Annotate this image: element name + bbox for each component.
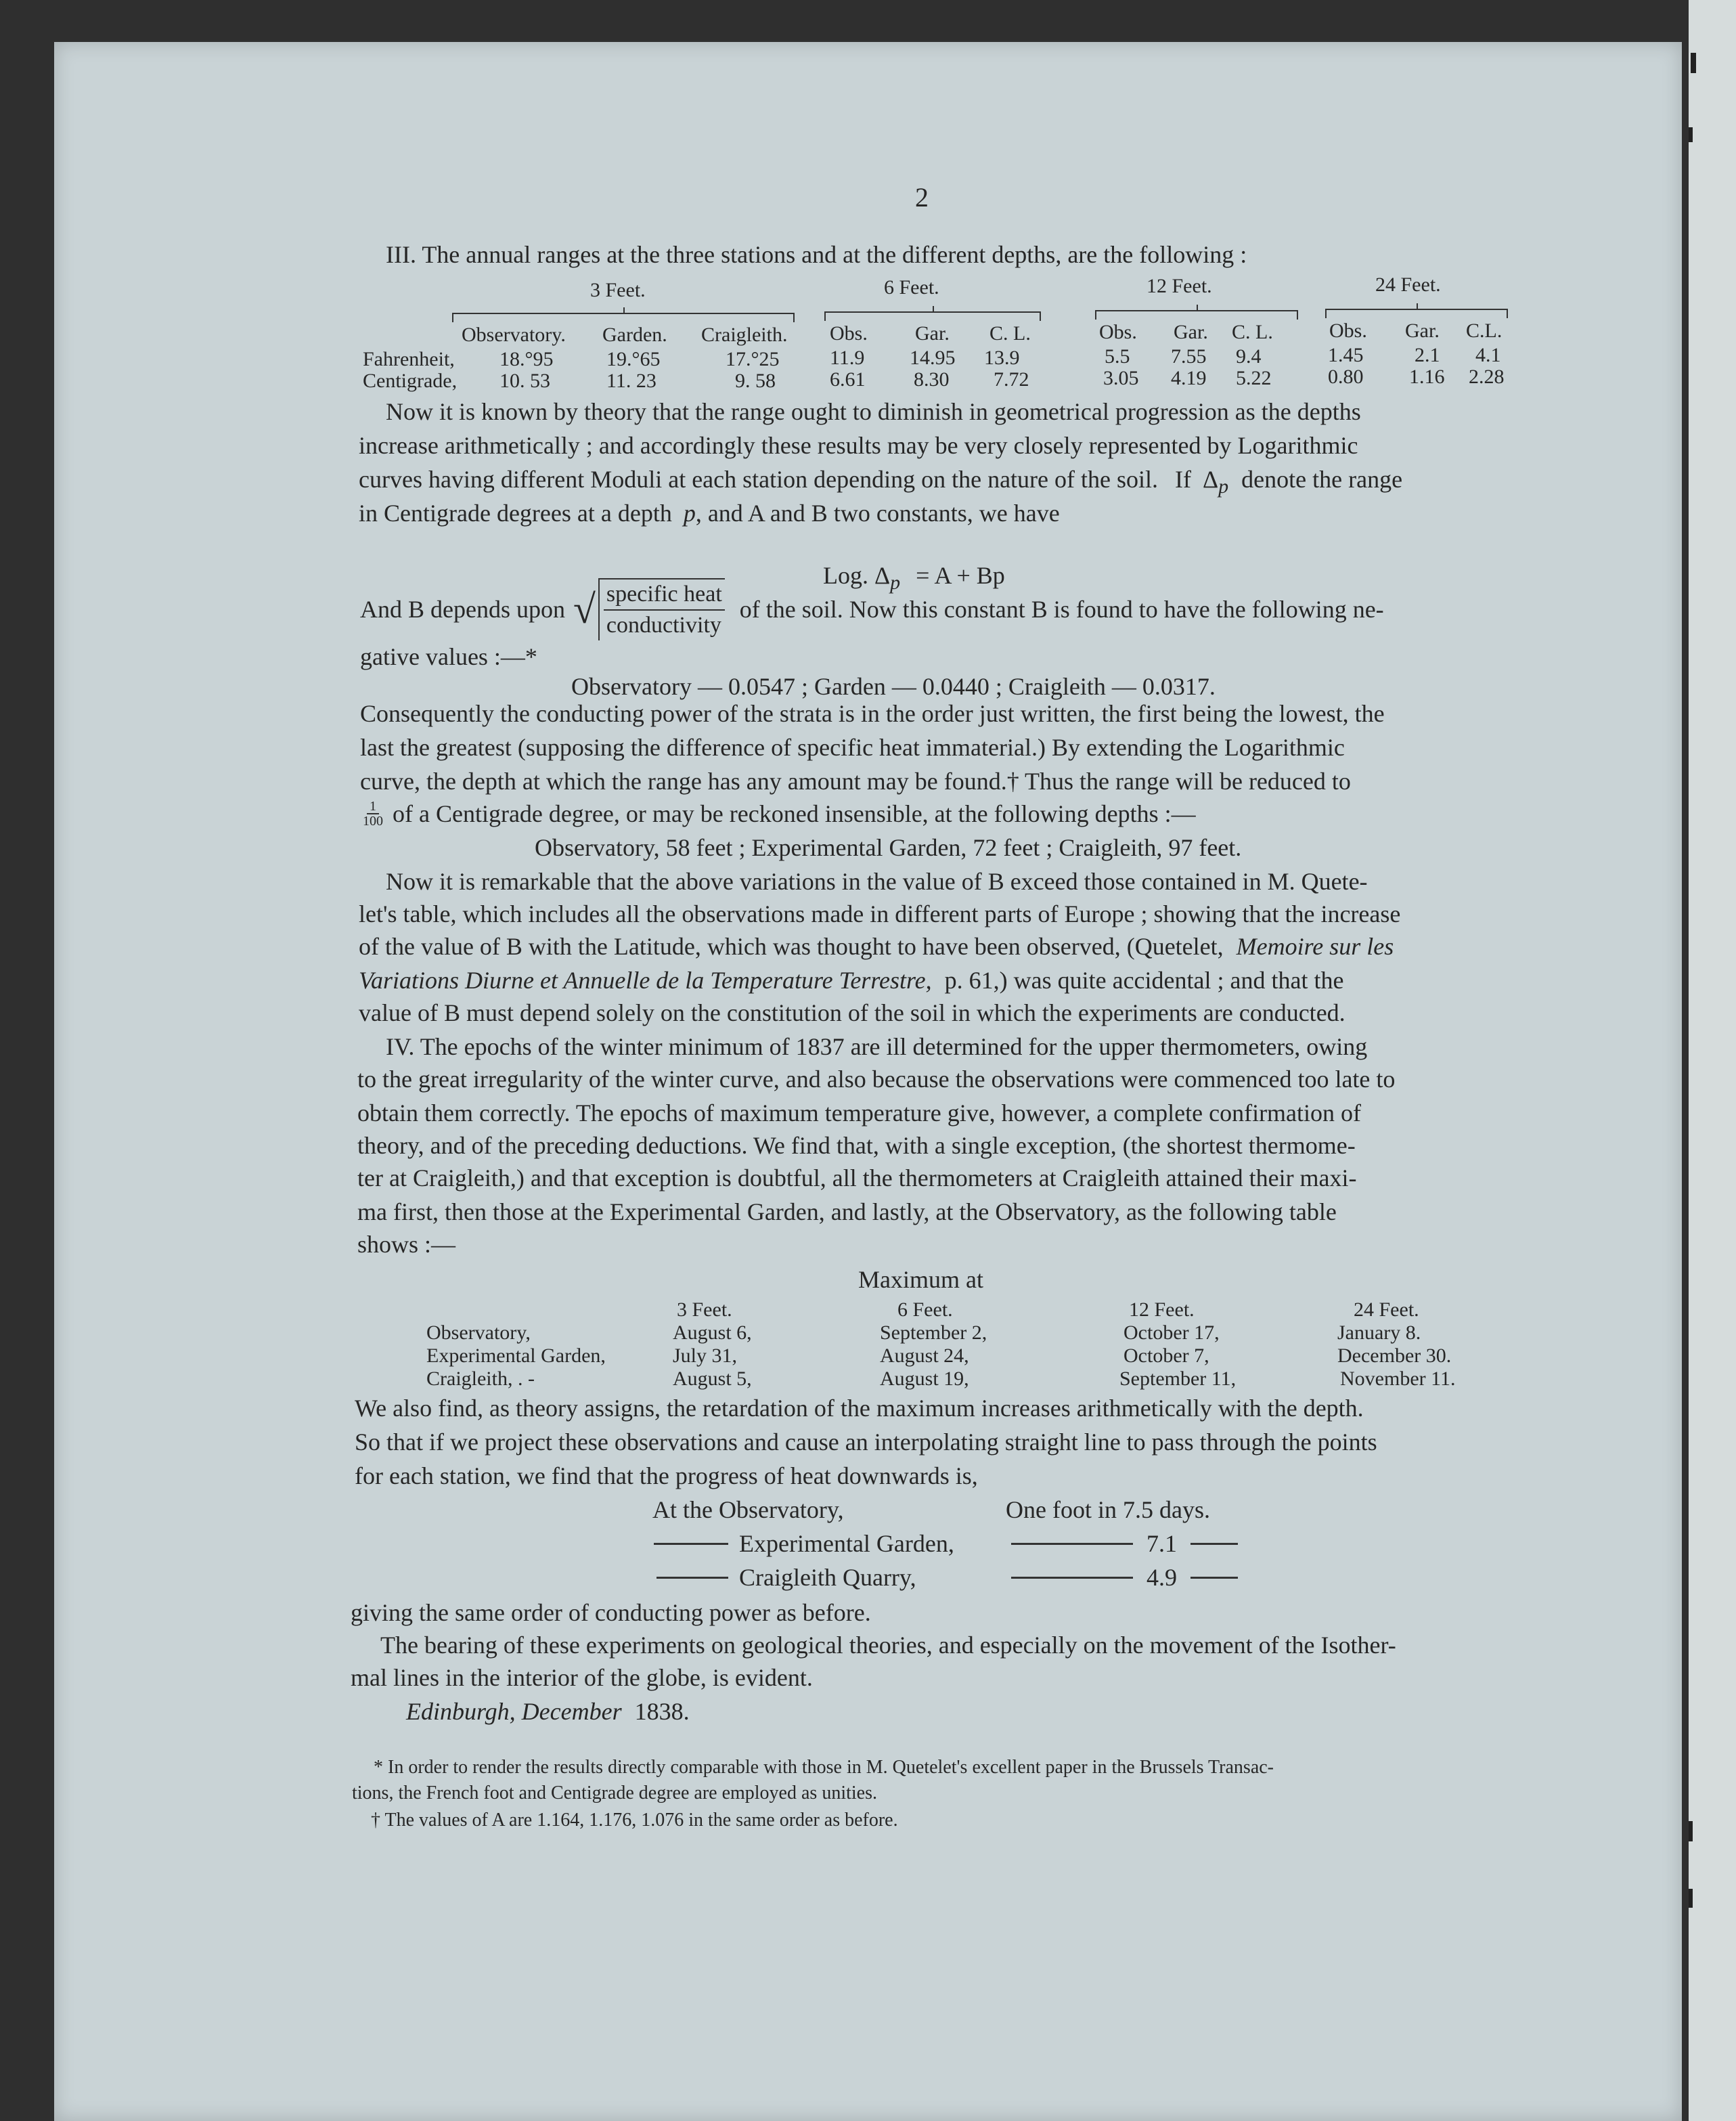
sqrt-fraction — [598, 578, 725, 640]
table-cell: 1.16 — [1409, 366, 1445, 388]
bearing-line: The bearing of these experiments on geological theories, and especially on the movement of the Isother- — [380, 1632, 1396, 1659]
table-cell: 5.22 — [1236, 367, 1272, 389]
memoire-title-cont: Variations Diurne et Annuelle de la Temperature Terrestre, — [359, 967, 932, 994]
table-cell: 4.1 — [1475, 344, 1501, 366]
table-cell: 19.°65 — [606, 348, 661, 370]
max-cell: August 6, — [673, 1321, 752, 1344]
table-cell: 9.4 — [1236, 345, 1262, 368]
progress-row — [654, 1527, 954, 1560]
table-cell: 10. 53 — [499, 370, 550, 392]
table-cell: 2.28 — [1469, 366, 1505, 388]
ditto-dash — [654, 1543, 728, 1545]
ditto-dash — [1011, 1577, 1133, 1579]
max-cell: July 31, — [673, 1344, 738, 1367]
binding-mark — [1689, 1889, 1693, 1908]
table-cell: 0.80 — [1328, 366, 1364, 388]
col-header: Craigleith. — [701, 324, 788, 346]
table-cell: 11. 23 — [606, 370, 656, 392]
col-header: Garden. — [602, 324, 667, 346]
table-cell: 8.30 — [914, 368, 950, 391]
negative-values-line: gative values :—* — [360, 643, 537, 670]
section4-line: IV. The epochs of the winter minimum of 1837 are ill determined for the upper thermometers, owing — [386, 1033, 1368, 1060]
table-cell: 4.19 — [1171, 367, 1207, 389]
progress-row — [1011, 1561, 1238, 1594]
col-header: C. L. — [1232, 321, 1273, 343]
remark-line — [359, 930, 1394, 963]
ditto-dash — [656, 1577, 728, 1579]
insensible-depths-line: Observatory, 58 feet ; Experimental Garden, 72 feet ; Craigleith, 97 feet. — [535, 834, 1242, 861]
ditto-dash — [1190, 1577, 1238, 1579]
page-edge — [1689, 0, 1736, 2121]
progress-rate: 4.9 — [1147, 1564, 1177, 1591]
progress-row — [1011, 1527, 1238, 1560]
reduced-line — [360, 797, 1196, 830]
max-cell: August 24, — [880, 1344, 969, 1367]
col-header: C.L. — [1466, 320, 1503, 342]
progress-station: Craigleith Quarry, — [739, 1564, 916, 1591]
max-row-label: Craigleith, . - — [426, 1368, 535, 1390]
progress-station: Experimental Garden, — [739, 1530, 954, 1557]
footnote-star: * In order to render the results directly comparable with those in M. Quetelet's excellent paper in the Brussels Transac- — [374, 1757, 1274, 1778]
footnote-star: tions, the French foot and Centigrade degree are employed as unities. — [352, 1783, 877, 1803]
section4-line: to the great irregularity of the winter curve, and also because the observations were commenced too late to — [357, 1066, 1396, 1093]
page-number: 2 — [915, 182, 929, 213]
signature-line — [406, 1695, 690, 1728]
table-cell: 7.72 — [994, 368, 1029, 391]
same-order-line: giving the same order of conducting power as before. — [351, 1599, 871, 1626]
depth-header-3ft: 3 Feet. — [590, 279, 646, 301]
table-cell: 13.9 — [984, 347, 1020, 369]
row-label: Centigrade, — [363, 370, 458, 392]
col-header: C. L. — [989, 322, 1031, 345]
col-header: Obs. — [1099, 321, 1137, 343]
depends-line — [360, 575, 1384, 643]
table-cell: 11.9 — [830, 347, 865, 369]
depends-text: And B depends upon — [360, 596, 565, 623]
one-hundredth-fraction — [360, 800, 386, 828]
theory-line: increase arithmetically ; and accordingly these results may be very closely represented by Logarithmic — [359, 432, 1358, 459]
constants-text: , and A and B two constants, we have — [695, 500, 1060, 527]
table-cell: 5.5 — [1105, 345, 1130, 368]
reduced-text: of a Centigrade degree, or may be reckoned insensible, at the following depths :— — [393, 800, 1196, 827]
fraction-numerator: specific heat — [604, 580, 725, 611]
col-header: Gar. — [1405, 320, 1440, 342]
brace-24ft — [1325, 309, 1508, 320]
section4-line: obtain them correctly. The epochs of maximum temperature give, however, a complete confirmation of — [357, 1099, 1362, 1127]
footnote-dagger: † The values of A are 1.164, 1.176, 1.076 in the same order as before. — [371, 1810, 898, 1831]
section4-line: ter at Craigleith,) and that exception is doubtful, all the thermometers at Craigleith attained their maxi- — [357, 1164, 1357, 1191]
denote-text: denote the range — [1241, 466, 1403, 493]
table-cell: 9. 58 — [735, 370, 776, 392]
max-cell: August 19, — [880, 1368, 969, 1390]
binding-mark — [1689, 127, 1693, 142]
section4-line: shows :— — [357, 1231, 456, 1258]
table-cell: 17.°25 — [726, 348, 780, 370]
max-col-header: 12 Feet. — [1129, 1298, 1195, 1321]
depth-header-6ft: 6 Feet. — [884, 276, 939, 299]
progress-rate: One foot in 7.5 days. — [1006, 1496, 1210, 1523]
binding-mark — [1689, 1821, 1693, 1841]
formula-subscript: p — [890, 571, 901, 594]
max-cell: January 8. — [1337, 1321, 1421, 1344]
memoire-title: Memoire sur les — [1236, 933, 1394, 960]
max-cell: September 2, — [880, 1321, 987, 1344]
max-col-header: 3 Feet. — [677, 1298, 732, 1321]
fraction-denominator: conductivity — [606, 613, 721, 638]
maximum-table-title: Maximum at — [858, 1266, 983, 1293]
col-header: Obs. — [1329, 320, 1367, 342]
after-table-line: We also find, as theory assigns, the retardation of the maximum increases arithmetically with the depth. — [355, 1395, 1364, 1422]
table-cell: 18.°95 — [499, 348, 554, 370]
remark-line — [359, 964, 1343, 997]
max-cell: August 5, — [673, 1368, 752, 1390]
brace-12ft — [1095, 310, 1298, 321]
brace-3ft — [452, 313, 795, 324]
depth-header-24ft: 24 Feet. — [1375, 274, 1441, 296]
consequently-line: Consequently the conducting power of the strata is in the order just written, the first being the lowest, the — [360, 700, 1385, 727]
ditto-dash — [1011, 1543, 1133, 1545]
remark-line: let's table, which includes all the observations made in different parts of Europe ; showing that the increase — [359, 900, 1401, 927]
max-col-header: 6 Feet. — [897, 1298, 953, 1321]
sqrt-symbol: √ — [573, 587, 596, 632]
progress-rate: 7.1 — [1147, 1530, 1177, 1557]
table-cell: 3.05 — [1103, 367, 1139, 389]
remark-line: Now it is remarkable that the above variations in the value of B exceed those contained in M. Quete- — [386, 868, 1368, 895]
depth-variable: p — [683, 500, 696, 527]
after-table-line: for each station, we find that the progress of heat downwards is, — [355, 1462, 978, 1489]
delta-symbol: Δ — [1203, 466, 1219, 493]
fraction-denominator: 100 — [363, 814, 383, 829]
table-cell: 6.61 — [830, 368, 866, 391]
consequently-line: curve, the depth at which the range has any amount may be found.† Thus the range will be reduced to — [360, 768, 1351, 795]
col-header: Observatory. — [462, 324, 566, 346]
formula-left: Log. Δ — [823, 562, 891, 589]
table-cell: 7.55 — [1171, 345, 1207, 368]
theory-line — [359, 497, 1060, 529]
remark-line: value of B must depend solely on the constitution of the soil in which the experiments are conducted. — [359, 999, 1345, 1026]
table-cell: 2.1 — [1415, 344, 1440, 366]
constants-line: Observatory — 0.0547 ; Garden — 0.0440 ; Craigleith — 0.0317. — [571, 673, 1216, 700]
bearing-line: mal lines in the interior of the globe, is evident. — [351, 1664, 813, 1691]
row-label: Fahrenheit, — [363, 348, 455, 370]
col-header: Obs. — [830, 322, 868, 345]
theory-line-text: in Centigrade degrees at a depth — [359, 500, 672, 527]
after-table-line: So that if we project these observations and cause an interpolating straight line to pass through the points — [355, 1428, 1377, 1456]
consequently-line: last the greatest (supposing the difference of specific heat immaterial.) By extending the Logarithmic — [360, 734, 1345, 761]
fraction-numerator: 1 — [367, 800, 379, 814]
delta-subscript: p — [1218, 475, 1229, 498]
signature-year: 1838. — [634, 1698, 690, 1725]
max-cell: October 7, — [1123, 1344, 1209, 1367]
max-row-label: Observatory, — [426, 1321, 531, 1344]
formula-right: = A + Bp — [916, 562, 1005, 589]
max-cell: October 17, — [1123, 1321, 1220, 1344]
remark-text: p. 61,) was quite accidental ; and that the — [944, 967, 1344, 994]
col-header: Gar. — [915, 322, 950, 345]
binding-mark — [1691, 53, 1696, 73]
progress-row — [656, 1561, 916, 1594]
max-col-header: 24 Feet. — [1354, 1298, 1419, 1321]
section4-line: ma first, then those at the Experimental Garden, and lastly, at the Observatory, as the following table — [357, 1198, 1337, 1225]
signature-place: Edinburgh, December — [406, 1698, 622, 1725]
max-cell: November 11. — [1340, 1368, 1456, 1390]
max-cell: September 11, — [1119, 1368, 1237, 1390]
max-row-label: Experimental Garden, — [426, 1344, 606, 1367]
section4-line: theory, and of the preceding deductions. We find that, with a single exception, (the shortest thermome- — [357, 1132, 1356, 1159]
ditto-dash — [1190, 1543, 1238, 1545]
theory-line: Now it is known by theory that the range ought to diminish in geometrical progression as the depths — [386, 398, 1361, 425]
col-header: Gar. — [1174, 321, 1208, 343]
table-cell: 14.95 — [910, 347, 956, 369]
soil-text: of the soil. Now this constant B is found to have the following ne- — [739, 596, 1384, 623]
depth-header-12ft: 12 Feet. — [1147, 275, 1212, 297]
remark-text: of the value of B with the Latitude, which was thought to have been observed, (Quetelet, — [359, 933, 1224, 960]
if-text: If — [1175, 466, 1191, 493]
theory-line-text: curves having different Moduli at each station depending on the nature of the soil. — [359, 466, 1159, 493]
section3-intro: III. The annual ranges at the three stations and at the different depths, are the following : — [386, 241, 1247, 268]
table-cell: 1.45 — [1328, 344, 1364, 366]
progress-station: At the Observatory, — [652, 1496, 844, 1523]
max-cell: December 30. — [1337, 1344, 1452, 1367]
brace-6ft — [824, 311, 1041, 322]
